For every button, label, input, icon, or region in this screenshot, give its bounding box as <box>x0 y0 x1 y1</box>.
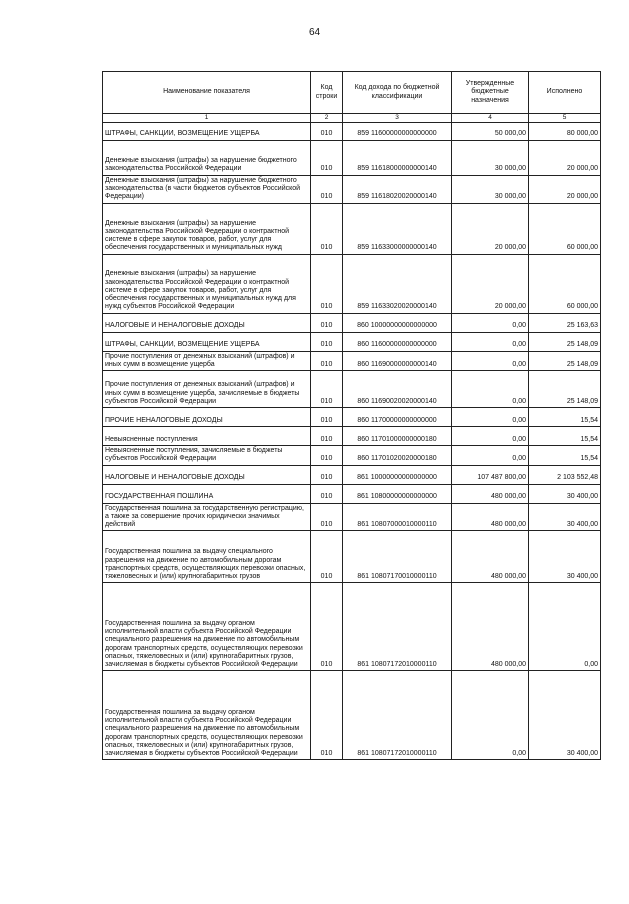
indicator-name-cell: Денежные взыскания (штрафы) за нарушение бюджетного законодательства (в части бюджетов субъектов Российской Федерации) <box>103 175 311 203</box>
indicator-name-cell: ШТРАФЫ, САНКЦИИ, ВОЗМЕЩЕНИЕ УЩЕРБА <box>103 122 311 140</box>
indicator-name-cell: ГОСУДАРСТВЕННАЯ ПОШЛИНА <box>103 484 311 503</box>
table-row <box>103 122 601 140</box>
indicator-name-cell: ПРОЧИЕ НЕНАЛОГОВЫЕ ДОХОДЫ <box>103 408 311 427</box>
indicator-name-cell: Государственная пошлина за выдачу органом исполнительной власти субъекта Российской Федерации специального разрешения на движение по автомобильным дорогам транспортных средств, осуществляющих перевозки опасных, тяжеловесных и (или) крупногабаритных грузов, зачисляемая в бюджеты субъектов Российской Федерации <box>103 671 311 760</box>
approved-amount-cell: 20 000,00 <box>452 203 529 254</box>
table-row <box>103 140 601 175</box>
line-code-cell: 010 <box>311 175 343 203</box>
table-row <box>103 531 601 583</box>
table-row <box>103 254 601 313</box>
table-row <box>103 427 601 446</box>
indicator-name-cell: Прочие поступления от денежных взысканий (штрафов) и иных сумм в возмещение ущерба <box>103 351 311 371</box>
income-code-cell: 860 10000000000000000 <box>343 313 452 332</box>
table-body <box>103 122 601 760</box>
approved-amount-cell: 480 000,00 <box>452 484 529 503</box>
income-code-cell: 859 11618020020000140 <box>343 175 452 203</box>
income-code-cell: 859 11618000000000140 <box>343 140 452 175</box>
income-code-cell: 860 11701000000000180 <box>343 427 452 446</box>
indicator-name-cell: Денежные взыскания (штрафы) за нарушение законодательства Российской Федерации о контрактной системе в сфере закупок товаров, работ, услуг для обеспечения государственных и муниципальных нужд для нужд субъектов Российской Федерации <box>103 254 311 313</box>
line-code-cell: 010 <box>311 203 343 254</box>
column-number: 4 <box>452 114 529 123</box>
line-code-cell: 010 <box>311 446 343 466</box>
income-code-cell: 861 10807170010000110 <box>343 531 452 583</box>
income-code-cell: 859 11633020020000140 <box>343 254 452 313</box>
line-code-cell: 010 <box>311 583 343 671</box>
income-code-cell: 859 11600000000000000 <box>343 122 452 140</box>
table-row <box>103 484 601 503</box>
income-code-cell: 859 11633000000000140 <box>343 203 452 254</box>
header-approved: Утвержденные бюджетные назначения <box>452 72 529 114</box>
approved-amount-cell: 20 000,00 <box>452 254 529 313</box>
executed-amount-cell: 25 148,09 <box>529 371 601 408</box>
column-number-row <box>103 114 601 123</box>
approved-amount-cell: 50 000,00 <box>452 122 529 140</box>
approved-amount-cell: 0,00 <box>452 332 529 351</box>
line-code-cell: 010 <box>311 332 343 351</box>
executed-amount-cell: 80 000,00 <box>529 122 601 140</box>
page-number: 64 <box>308 27 321 38</box>
income-code-cell: 861 10000000000000000 <box>343 465 452 484</box>
indicator-name-cell: Невыясненные поступления <box>103 427 311 446</box>
header-income-code: Код дохода по бюджетной классификации <box>343 72 452 114</box>
approved-amount-cell: 0,00 <box>452 408 529 427</box>
executed-amount-cell: 2 103 552,48 <box>529 465 601 484</box>
line-code-cell: 010 <box>311 427 343 446</box>
line-code-cell: 010 <box>311 484 343 503</box>
approved-amount-cell: 480 000,00 <box>452 531 529 583</box>
income-code-cell: 860 11690020020000140 <box>343 371 452 408</box>
executed-amount-cell: 30 400,00 <box>529 503 601 531</box>
income-code-cell: 860 11690000000000140 <box>343 351 452 371</box>
indicator-name-cell: Государственная пошлина за выдачу специального разрешения на движение по автомобильным дорогам транспортных средств, осуществляющих перевозки опасных, тяжеловесных и (или) крупногабаритных грузов <box>103 531 311 583</box>
income-code-cell: 861 10807000010000110 <box>343 503 452 531</box>
income-code-cell: 861 10807172010000110 <box>343 583 452 671</box>
approved-amount-cell: 0,00 <box>452 446 529 466</box>
header-executed: Исполнено <box>529 72 601 114</box>
indicator-name-cell: Невыясненные поступления, зачисляемые в бюджеты субъектов Российской Федерации <box>103 446 311 466</box>
header-line-code: Код строки <box>311 72 343 114</box>
indicator-name-cell: Денежные взыскания (штрафы) за нарушение законодательства Российской Федерации о контрактной системе в сфере закупок товаров, работ, услуг для обеспечения государственных и муниципальных нужд <box>103 203 311 254</box>
table-row <box>103 671 601 760</box>
line-code-cell: 010 <box>311 671 343 760</box>
executed-amount-cell: 15,54 <box>529 427 601 446</box>
indicator-name-cell: НАЛОГОВЫЕ И НЕНАЛОГОВЫЕ ДОХОДЫ <box>103 465 311 484</box>
executed-amount-cell: 0,00 <box>529 583 601 671</box>
header-indicator-name: Наименование показателя <box>103 72 311 114</box>
executed-amount-cell: 60 000,00 <box>529 203 601 254</box>
line-code-cell: 010 <box>311 254 343 313</box>
approved-amount-cell: 0,00 <box>452 351 529 371</box>
table-row <box>103 446 601 466</box>
table-row <box>103 371 601 408</box>
indicator-name-cell: Прочие поступления от денежных взысканий (штрафов) и иных сумм в возмещение ущерба, зачисляемые в бюджеты субъектов Российской Федерации <box>103 371 311 408</box>
indicator-name-cell: Государственная пошлина за государственную регистрацию, а также за совершение прочих юридически значимых действий <box>103 503 311 531</box>
executed-amount-cell: 20 000,00 <box>529 140 601 175</box>
executed-amount-cell: 30 400,00 <box>529 671 601 760</box>
executed-amount-cell: 30 400,00 <box>529 531 601 583</box>
line-code-cell: 010 <box>311 503 343 531</box>
line-code-cell: 010 <box>311 351 343 371</box>
line-code-cell: 010 <box>311 122 343 140</box>
approved-amount-cell: 107 487 800,00 <box>452 465 529 484</box>
executed-amount-cell: 25 148,09 <box>529 332 601 351</box>
line-code-cell: 010 <box>311 408 343 427</box>
table-row <box>103 313 601 332</box>
header-row <box>103 72 601 114</box>
approved-amount-cell: 30 000,00 <box>452 175 529 203</box>
budget-execution-table <box>102 71 601 760</box>
executed-amount-cell: 30 400,00 <box>529 484 601 503</box>
executed-amount-cell: 25 163,63 <box>529 313 601 332</box>
approved-amount-cell: 30 000,00 <box>452 140 529 175</box>
line-code-cell: 010 <box>311 140 343 175</box>
income-code-cell: 860 11701020020000180 <box>343 446 452 466</box>
table-row <box>103 175 601 203</box>
line-code-cell: 010 <box>311 371 343 408</box>
approved-amount-cell: 0,00 <box>452 671 529 760</box>
indicator-name-cell: ШТРАФЫ, САНКЦИИ, ВОЗМЕЩЕНИЕ УЩЕРБА <box>103 332 311 351</box>
executed-amount-cell: 15,54 <box>529 446 601 466</box>
column-number: 1 <box>103 114 311 123</box>
table-row <box>103 203 601 254</box>
approved-amount-cell: 480 000,00 <box>452 583 529 671</box>
indicator-name-cell: Государственная пошлина за выдачу органом исполнительной власти субъекта Российской Федерации специального разрешения на движение по автомобильным дорогам транспортных средств, осуществляющих перевозки опасных, тяжеловесных и (или) крупногабаритных грузов, зачисляемая в бюджеты субъектов Российской Федерации <box>103 583 311 671</box>
executed-amount-cell: 15,54 <box>529 408 601 427</box>
table-row <box>103 465 601 484</box>
table-row <box>103 408 601 427</box>
approved-amount-cell: 0,00 <box>452 427 529 446</box>
executed-amount-cell: 25 148,09 <box>529 351 601 371</box>
income-code-cell: 861 10807172010000110 <box>343 671 452 760</box>
approved-amount-cell: 480 000,00 <box>452 503 529 531</box>
table-row <box>103 351 601 371</box>
table-row <box>103 583 601 671</box>
table-row <box>103 332 601 351</box>
indicator-name-cell: Денежные взыскания (штрафы) за нарушение бюджетного законодательства Российской Федерации <box>103 140 311 175</box>
approved-amount-cell: 0,00 <box>452 371 529 408</box>
column-number: 2 <box>311 114 343 123</box>
executed-amount-cell: 20 000,00 <box>529 175 601 203</box>
income-code-cell: 861 10800000000000000 <box>343 484 452 503</box>
table-row <box>103 503 601 531</box>
indicator-name-cell: НАЛОГОВЫЕ И НЕНАЛОГОВЫЕ ДОХОДЫ <box>103 313 311 332</box>
line-code-cell: 010 <box>311 531 343 583</box>
column-number: 3 <box>343 114 452 123</box>
executed-amount-cell: 60 000,00 <box>529 254 601 313</box>
income-code-cell: 860 11600000000000000 <box>343 332 452 351</box>
line-code-cell: 010 <box>311 465 343 484</box>
column-number: 5 <box>529 114 601 123</box>
approved-amount-cell: 0,00 <box>452 313 529 332</box>
line-code-cell: 010 <box>311 313 343 332</box>
income-code-cell: 860 11700000000000000 <box>343 408 452 427</box>
